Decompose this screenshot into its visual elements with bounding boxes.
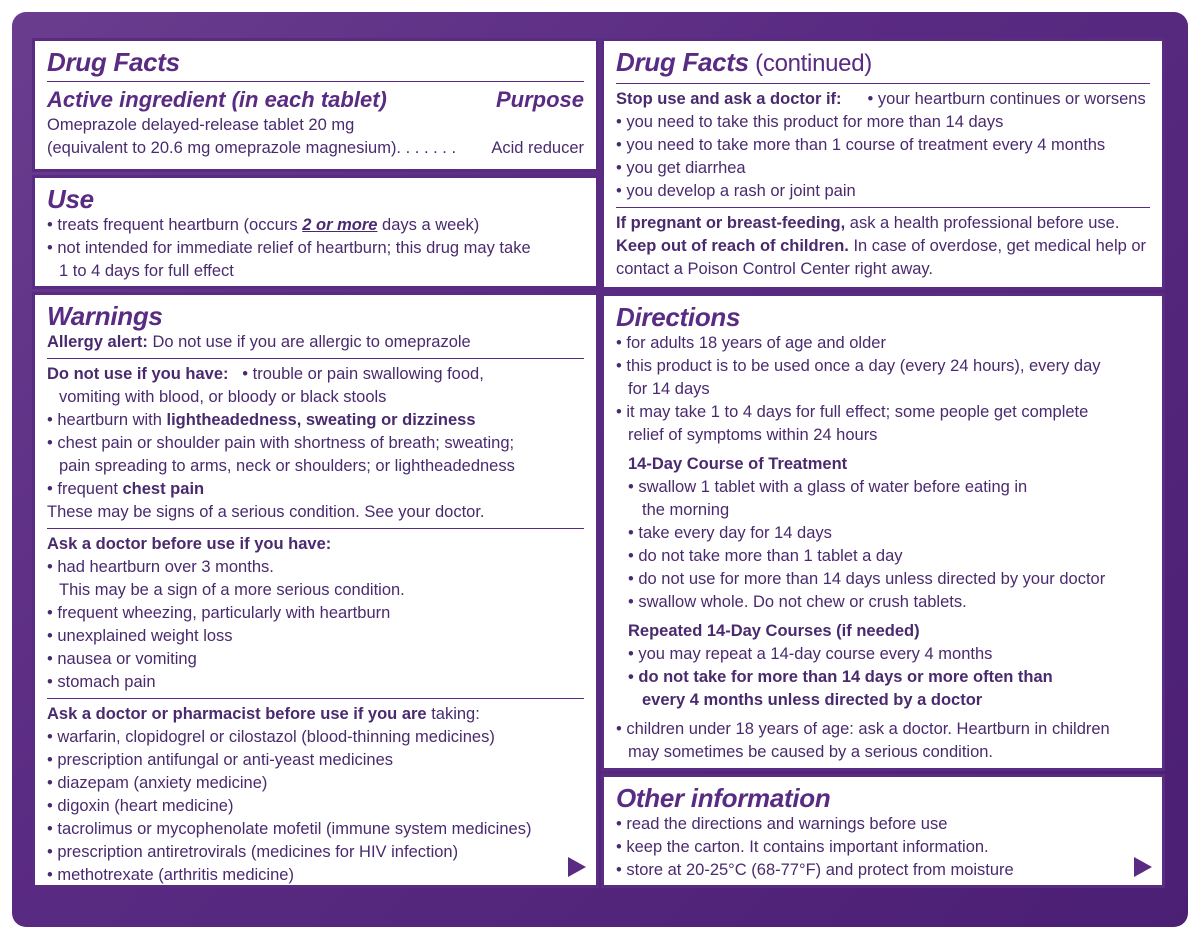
continue-arrow-icon bbox=[1134, 857, 1152, 877]
drug-facts-title: Drug Facts bbox=[47, 47, 180, 77]
other-information-title: Other information bbox=[616, 783, 831, 813]
divider bbox=[47, 698, 584, 699]
ask-pharmacist-heading bbox=[47, 703, 584, 726]
do-not-use-text: • trouble or pain swallowing food, bbox=[228, 365, 484, 383]
use-line-2: • not intended for immediate relief of heartburn; this drug may take bbox=[47, 239, 531, 257]
stop-use-panel bbox=[601, 38, 1165, 290]
pharmacist-line-4: • digoxin (heart medicine) bbox=[47, 797, 234, 815]
children-line-1: • children under 18 years of age: ask a doctor. Heartburn in children bbox=[616, 720, 1110, 738]
other-information-panel bbox=[601, 774, 1165, 888]
drug-facts-continued-title bbox=[616, 47, 1150, 79]
directions-line-1: • for adults 18 years of age and older bbox=[616, 334, 886, 352]
divider bbox=[616, 83, 1150, 84]
warnings-panel bbox=[32, 292, 599, 888]
divider bbox=[616, 207, 1150, 208]
keep-out-line-2: contact a Poison Control Center right away. bbox=[616, 260, 934, 278]
do-not-use-line-5: pain spreading to arms, neck or shoulders; or lightheadedness bbox=[59, 457, 515, 475]
do-not-use-line-1 bbox=[47, 363, 584, 386]
continued-label: (continued) bbox=[748, 50, 872, 77]
directions-line-2: • this product is to be used once a day (every 24 hours), every day bbox=[616, 357, 1101, 375]
purpose-value: Acid reducer bbox=[491, 139, 584, 157]
stop-use-label: Stop use and ask a doctor if: bbox=[616, 90, 842, 108]
continue-arrow-icon bbox=[568, 857, 586, 877]
warnings-title: Warnings bbox=[47, 301, 163, 331]
directions-line-5: relief of symptoms within 24 hours bbox=[628, 426, 878, 444]
pregnant-label: If pregnant or breast-feeding, bbox=[616, 214, 846, 232]
stop-use-line-4: • you get diarrhea bbox=[616, 159, 746, 177]
stop-use-line-5: • you develop a rash or joint pain bbox=[616, 182, 856, 200]
course-heading: 14-Day Course of Treatment bbox=[628, 455, 848, 473]
allergy-text: Do not use if you are allergic to omeprazole bbox=[147, 333, 471, 351]
other-line-1: • read the directions and warnings before use bbox=[616, 815, 948, 833]
ask-doctor-line-2: This may be a sign of a more serious condition. bbox=[59, 581, 405, 599]
ask-doctor-line-3: • frequent wheezing, particularly with heartburn bbox=[47, 604, 391, 622]
pharmacist-line-2: • prescription antifungal or anti-yeast medicines bbox=[47, 751, 394, 769]
drug-facts-title: Drug Facts bbox=[616, 47, 749, 77]
active-ingredient-heading: Active ingredient (in each tablet) bbox=[47, 87, 387, 112]
pregnant-line bbox=[616, 212, 1150, 235]
divider bbox=[47, 358, 584, 359]
pharmacist-line-7: • methotrexate (arthritis medicine) bbox=[47, 866, 294, 884]
repeated-line-3: every 4 months unless directed by a doctor bbox=[642, 691, 983, 709]
do-not-use-line-6 bbox=[47, 478, 584, 501]
allergy-alert bbox=[47, 331, 584, 354]
do-not-use-line-3 bbox=[47, 409, 584, 432]
stop-use-line-1 bbox=[616, 88, 1150, 111]
active-header-row bbox=[47, 86, 584, 114]
do-not-use-emphasis: lightheadedness, sweating or dizziness bbox=[166, 411, 476, 429]
active-purpose-row bbox=[47, 137, 584, 160]
repeated-line-2: • do not take for more than 14 days or more often than bbox=[628, 668, 1053, 686]
do-not-use-line-2: vomiting with blood, or bloody or black stools bbox=[59, 388, 387, 406]
purpose-heading: Purpose bbox=[495, 87, 584, 112]
repeated-heading: Repeated 14-Day Courses (if needed) bbox=[628, 622, 920, 640]
course-line-6: • swallow whole. Do not chew or crush tablets. bbox=[628, 593, 967, 611]
directions-line-4: • it may take 1 to 4 days for full effect; some people get complete bbox=[616, 403, 1089, 421]
do-not-use-text: • frequent bbox=[47, 480, 123, 498]
pharmacist-line-3: • diazepam (anxiety medicine) bbox=[47, 774, 268, 792]
other-line-3: • store at 20-25°C (68-77°F) and protect from moisture bbox=[616, 861, 1014, 879]
do-not-use-line-7: These may be signs of a serious condition. See your doctor. bbox=[47, 503, 485, 521]
use-emphasis: 2 or more bbox=[302, 216, 378, 234]
use-line-1 bbox=[47, 214, 584, 237]
course-line-3: • take every day for 14 days bbox=[628, 524, 832, 542]
ask-pharmacist-text: taking: bbox=[426, 705, 480, 723]
keep-out-line bbox=[616, 235, 1150, 258]
ask-doctor-line-5: • nausea or vomiting bbox=[47, 650, 197, 668]
pharmacist-line-5: • tacrolimus or mycophenolate mofetil (immune system medicines) bbox=[47, 820, 532, 838]
keep-out-label: Keep out of reach of children. bbox=[616, 237, 849, 255]
repeated-line-1: • you may repeat a 14-day course every 4 months bbox=[628, 645, 993, 663]
pharmacist-line-1: • warfarin, clopidogrel or cilostazol (blood-thinning medicines) bbox=[47, 728, 495, 746]
do-not-use-line-4: • chest pain or shoulder pain with shortness of breath; sweating; bbox=[47, 434, 515, 452]
pharmacist-line-6: • prescription antiretrovirals (medicines for HIV infection) bbox=[47, 843, 459, 861]
other-line-2: • keep the carton. It contains important information. bbox=[616, 838, 989, 856]
course-line-4: • do not take more than 1 tablet a day bbox=[628, 547, 903, 565]
children-line-2: may sometimes be caused by a serious condition. bbox=[628, 743, 994, 761]
use-text: days a week) bbox=[377, 216, 480, 234]
active-ingredient-panel bbox=[32, 38, 599, 172]
active-equivalent: (equivalent to 20.6 mg omeprazole magnesium). . . . . . . bbox=[47, 139, 457, 157]
pregnant-text: ask a health professional before use. bbox=[845, 214, 1120, 232]
divider bbox=[47, 528, 584, 529]
keep-out-text: In case of overdose, get medical help or bbox=[848, 237, 1147, 255]
use-text: • treats frequent heartburn (occurs bbox=[47, 216, 303, 234]
allergy-label: Allergy alert: bbox=[47, 333, 148, 351]
do-not-use-emphasis: chest pain bbox=[122, 480, 205, 498]
stop-use-text: • your heartburn continues or worsens bbox=[867, 90, 1146, 108]
do-not-use-label: Do not use if you have: bbox=[47, 365, 229, 383]
course-line-1: • swallow 1 tablet with a glass of water before eating in bbox=[628, 478, 1028, 496]
active-line: Omeprazole delayed-release tablet 20 mg bbox=[47, 116, 355, 134]
stop-use-line-3: • you need to take more than 1 course of treatment every 4 months bbox=[616, 136, 1106, 154]
stop-use-line-2: • you need to take this product for more than 14 days bbox=[616, 113, 1004, 131]
ask-pharmacist-label: Ask a doctor or pharmacist before use if you are bbox=[47, 705, 427, 723]
use-line-3: 1 to 4 days for full effect bbox=[59, 262, 234, 280]
ask-doctor-heading: Ask a doctor before use if you have: bbox=[47, 535, 332, 553]
directions-panel bbox=[601, 293, 1165, 771]
course-line-5: • do not use for more than 14 days unless directed by your doctor bbox=[628, 570, 1106, 588]
directions-line-3: for 14 days bbox=[628, 380, 710, 398]
use-title: Use bbox=[47, 184, 94, 214]
ask-doctor-line-1: • had heartburn over 3 months. bbox=[47, 558, 274, 576]
ask-doctor-line-6: • stomach pain bbox=[47, 673, 156, 691]
divider bbox=[47, 81, 584, 82]
do-not-use-text: • heartburn with bbox=[47, 411, 167, 429]
directions-title: Directions bbox=[616, 302, 741, 332]
course-line-2: the morning bbox=[642, 501, 730, 519]
ask-doctor-line-4: • unexplained weight loss bbox=[47, 627, 233, 645]
use-panel bbox=[32, 175, 599, 289]
